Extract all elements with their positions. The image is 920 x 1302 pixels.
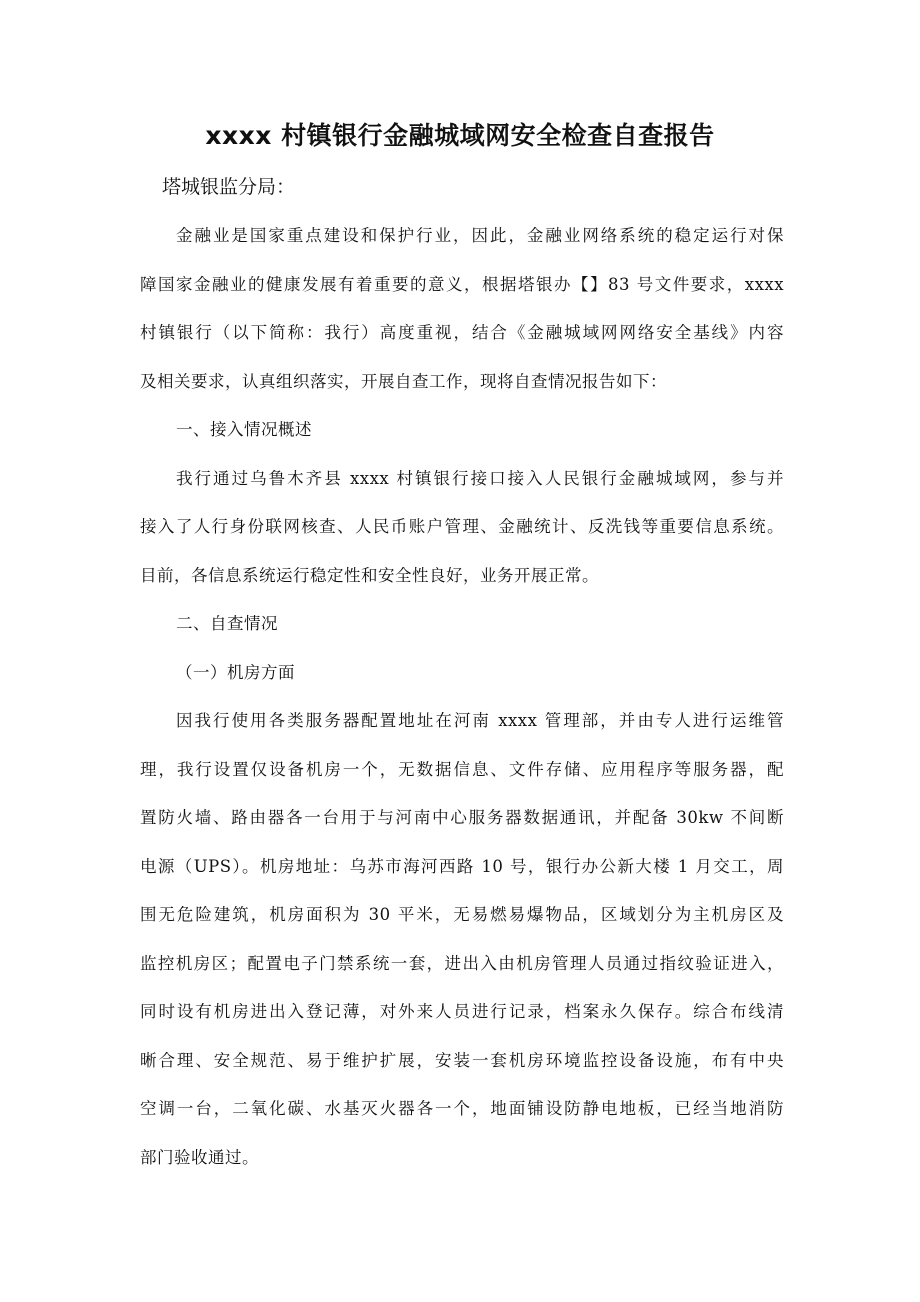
- paragraph-line: 因我行使用各类服务器配置地址在河南 xxxx 管理部，并由专人进行运维管: [176, 711, 784, 730]
- section-heading: 一、接入情况概述: [176, 420, 312, 439]
- paragraph-line: 及相关要求，认真组织落实，开展自查工作，现将自查情况报告如下：: [140, 371, 667, 391]
- paragraph-line: 障国家金融业的健康发展有着重要的意义，根据塔银办【】83 号文件要求，xxxx: [140, 274, 784, 294]
- paragraph-line: 金融业是国家重点建设和保护行业，因此，金融业网络系统的稳定运行对保: [176, 226, 784, 245]
- paragraph-line: 理，我行设置仅设备机房一个，无数据信息、文件存储、应用程序等服务器，配: [140, 759, 784, 779]
- subsection-heading: （一）机房方面: [176, 662, 295, 682]
- section-heading: 二、自查情况: [176, 614, 278, 633]
- paragraph-line: 监控机房区；配置电子门禁系统一套，进出入由机房管理人员通过指纹验证进入，: [140, 953, 784, 973]
- paragraph-line: 部门验收通过。: [140, 1147, 259, 1167]
- paragraph-line: 目前，各信息系统运行稳定性和安全性良好，业务开展正常。: [140, 565, 599, 585]
- paragraph-line: 置防火墙、路由器各一台用于与河南中心服务器数据通讯，并配备 30kw 不间断: [140, 808, 784, 827]
- document-body: [140, 212, 784, 1182]
- paragraph-line: 接入了人行身份联网核查、人民币账户管理、金融统计、反洗钱等重要信息系统。: [140, 517, 784, 536]
- paragraph-line: 同时设有机房进出入登记薄，对外来人员进行记录，档案永久保存。综合布线清: [140, 1002, 784, 1021]
- salutation: 塔城银监分局：: [162, 176, 296, 198]
- paragraph-line: 村镇银行（以下简称：我行）高度重视，结合《金融城域网网络安全基线》内容: [140, 323, 784, 342]
- paragraph-line: 电源（UPS）。机房地址：乌苏市海河西路 10 号，银行办公新大楼 1 月交工，周: [140, 856, 784, 876]
- paragraph-line: 围无危险建筑，机房面积为 30 平米，无易燃易爆物品，区域划分为主机房区及: [140, 905, 784, 924]
- paragraph-line: 我行通过乌鲁木齐县 xxxx 村镇银行接口接入人民银行金融城域网，参与并: [176, 468, 784, 488]
- document-title: xxxx 村镇银行金融城域网安全检查自查报告: [205, 121, 715, 150]
- paragraph-line: 空调一台，二氧化碳、水基灭火器各一个，地面铺设防静电地板，已经当地消防: [140, 1099, 784, 1118]
- paragraph-line: 晰合理、安全规范、易于维护扩展，安装一套机房环境监控设备设施，布有中央: [140, 1050, 784, 1070]
